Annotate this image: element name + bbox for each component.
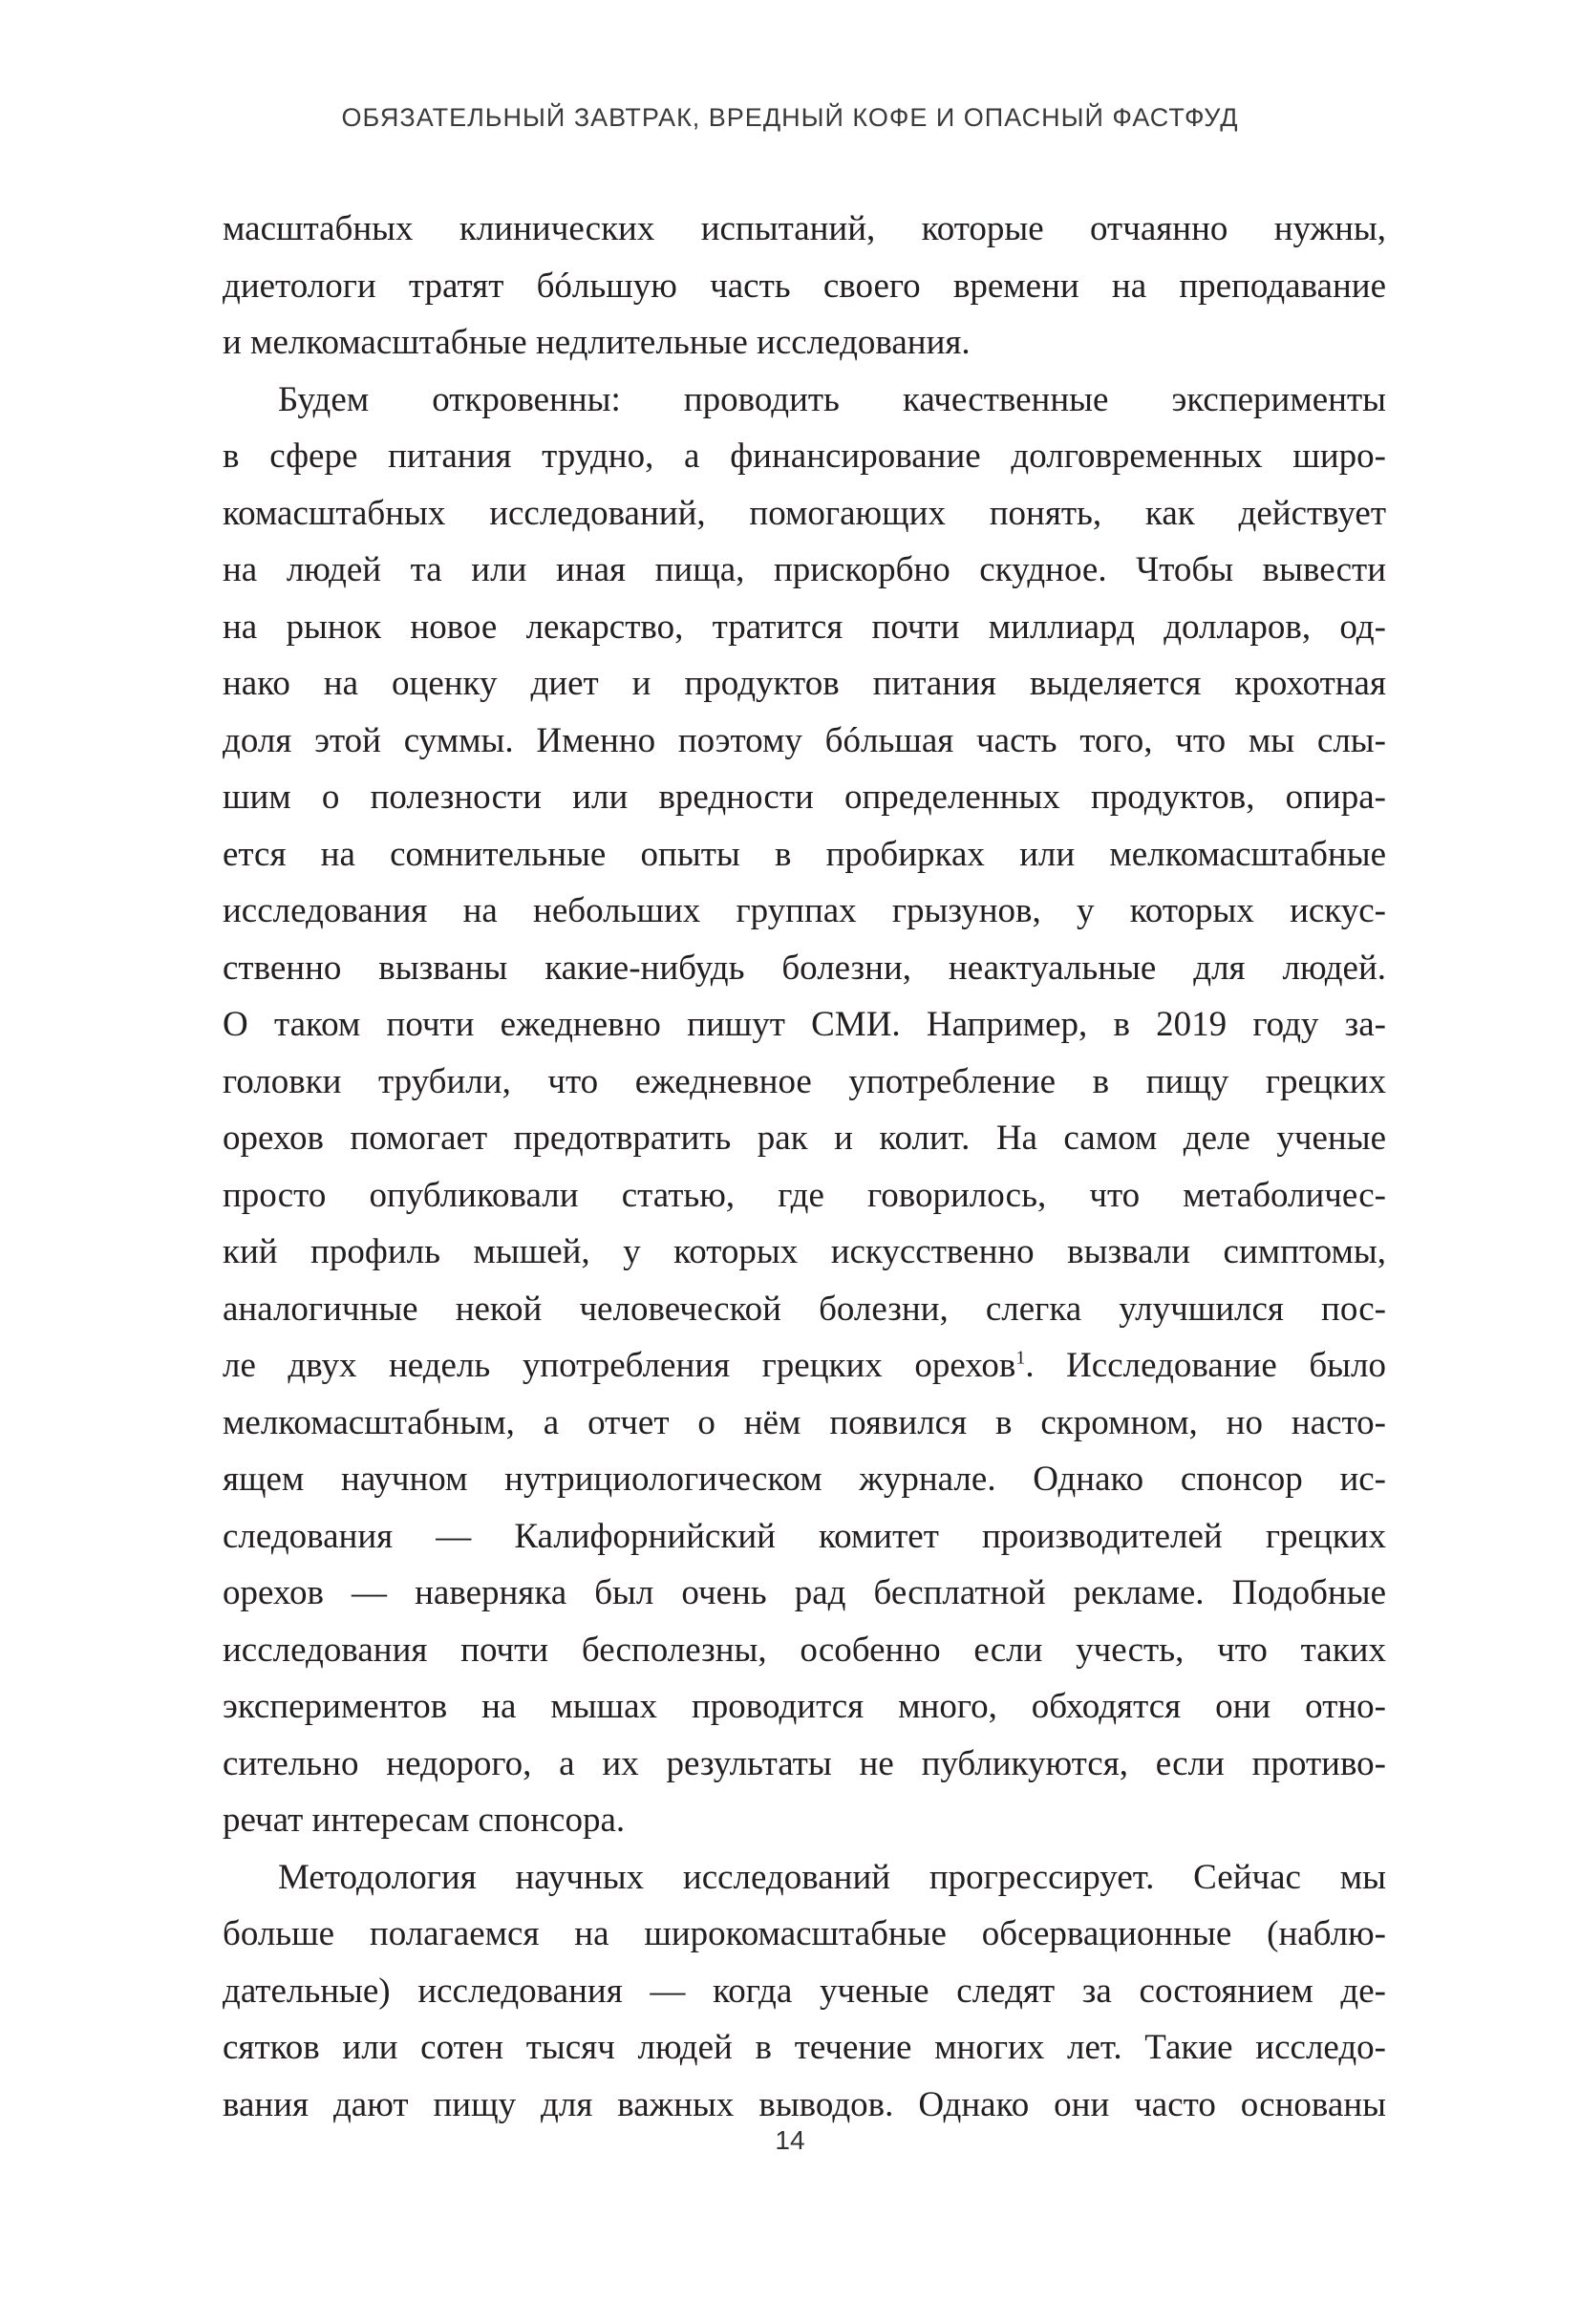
text-line: шим о полезности или вредности определенных продуктов, опира- (223, 778, 1386, 817)
body-text (223, 201, 1386, 2133)
text-line: ящем научном нутрициологическом журнале. Однако спонсор ис- (223, 1460, 1386, 1499)
text-line: исследования почти бесполезны, особенно если учесть, что таких (223, 1630, 1386, 1670)
text-line: вания дают пищу для важных выводов. Однако они часто основаны (223, 2084, 1386, 2124)
text-line: орехов помогает предотвратить рак и колит. На самом деле ученые (223, 1119, 1386, 1158)
text-line-with-footnote (223, 1337, 1386, 1395)
text-line: следования — Калифорнийский комитет производителей грецких (223, 1516, 1386, 1556)
text-line: на людей та или иная пища, прискорбно скудное. Чтобы вывести (223, 550, 1386, 589)
text-line: масштабных клинических испытаний, которые отчаянно нужны, (223, 209, 1386, 248)
text-line: исследования на небольших группах грызунов, у которых искус- (223, 891, 1386, 930)
text-line: дательные) исследования — когда ученые следят за состоянием де- (223, 1971, 1386, 2011)
text-line: нако на оценку диет и продуктов питания выделяется крохотная (223, 664, 1386, 703)
text-line: диетологи тратят бóльшую часть своего времени на преподавание (223, 266, 1386, 306)
text-line: Методология научных исследований прогрессирует. Сейчас мы (278, 1857, 1386, 1897)
text-line: аналогичные некой человеческой болезни, слегка улучшился пос- (223, 1289, 1386, 1329)
text-line: просто опубликовали статью, где говорилось, что метаболичес- (223, 1175, 1386, 1215)
text-segment: . Исследование было (1025, 1346, 1386, 1385)
text-line: речат интересам спонсора. (223, 1801, 626, 1840)
text-line: и мелкомасштабные недлительные исследования. (223, 323, 971, 362)
footnote-ref[interactable]: 1 (1015, 1347, 1026, 1369)
text-line: ственно вызваны какие-нибудь болезни, неактуальные для людей. (223, 948, 1386, 988)
text-line: сятков или сотен тысяч людей в течение многих лет. Такие исследо- (223, 2028, 1386, 2067)
text-line: Будем откровенны: проводить качественные эксперименты (278, 379, 1386, 419)
text-line: в сфере питания трудно, а финансирование долговременных широ- (223, 437, 1386, 476)
text-line: доля этой суммы. Именно поэтому бóльшая часть того, что мы слы- (223, 720, 1386, 760)
text-line: ется на сомнительные опыты в пробирках или мелкомасштабные (223, 834, 1386, 874)
text-line: мелкомасштабным, а отчет о нём появился в скромном, но насто- (223, 1402, 1386, 1442)
running-header: ОБЯЗАТЕЛЬНЫЙ ЗАВТРАК, ВРЕДНЫЙ КОФЕ И ОПАСНЫЙ ФАСТФУД (341, 103, 1239, 132)
text-line: сительно недорого, а их результаты не публикуются, если противо- (223, 1743, 1386, 1783)
page-number: 14 (775, 2125, 805, 2155)
text-line: на рынок новое лекарство, тратится почти миллиард долларов, од- (223, 607, 1386, 647)
text-segment: ле двух недель употребления грецких орехов (223, 1346, 1016, 1385)
text-line: кий профиль мышей, у которых искусственно вызвали симптомы, (223, 1232, 1386, 1271)
text-line: О таком почти ежедневно пишут СМИ. Например, в 2019 году за- (223, 1005, 1386, 1044)
text-line: головки трубили, что ежедневное употребление в пищу грецких (223, 1061, 1386, 1101)
text-line: комасштабных исследований, помогающих понять, как действует (223, 493, 1386, 533)
text-line: орехов — наверняка был очень рад бесплатной рекламе. Подобные (223, 1573, 1386, 1612)
text-line: больше полагаемся на широкомасштабные обсервационные (наблю- (223, 1914, 1386, 1953)
text-line: экспериментов на мышах проводится много, обходятся они отно- (223, 1687, 1386, 1726)
